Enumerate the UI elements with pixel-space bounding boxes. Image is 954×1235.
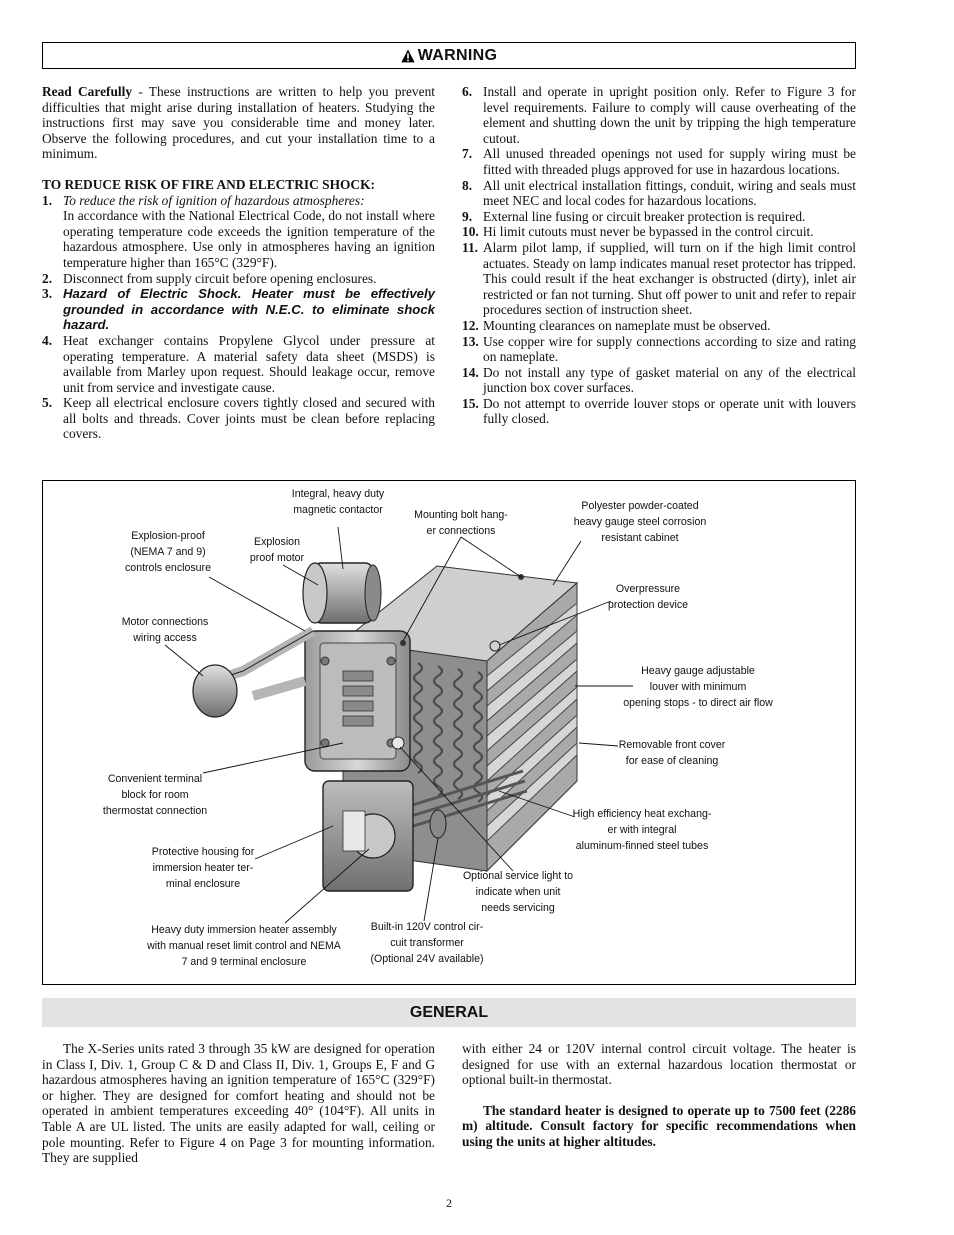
explosion-proof-motor — [303, 563, 381, 623]
warning-title: WARNING — [417, 46, 498, 64]
list-item-11: 11. Alarm pilot lamp, if supplied, will turn on if the high limit control actuates. Steady on lamp indicates manual reset protector has tripped. This could result if the heat exchanger is obstructed (dirty), inlet air restricted or fan not turning. Shut off power to unit and refer to repair procedures section of instruction sheet. — [462, 239, 856, 318]
intro-lead: Read Carefully — [42, 84, 133, 99]
warning-triangle-icon — [401, 49, 415, 63]
general-header — [42, 998, 856, 1027]
list-item-6: 6. Install and operate in upright position only. Refer to Figure 3 for level requirements. Failure to comply will cause overheating of the element and shutting down the unit by tripping the high temperature cutout. — [462, 84, 856, 146]
callout-immersion-assembly: Heavy duty immersion heater assembly with manual reset limit control and NEMA 7 and 9 terminal enclosure — [147, 924, 341, 968]
callout-louver: Heavy gauge adjustable louver with minimum opening stops - to direct air flow — [623, 665, 773, 709]
general-right-paragraph: with either 24 or 120V internal control circuit voltage. The heater is designed for use with an external hazardous location thermostat or optional built-in thermostat. — [462, 1041, 856, 1088]
callout-terminal-block: Convenient terminal block for room thermostat connection — [102, 773, 208, 817]
list-item-8: 8. All unit electrical installation fittings, conduit, wiring and seals must meet NEC and local codes for hazardous locations. — [462, 177, 856, 209]
callout-contactor: Integral, heavy duty magnetic contactor — [291, 488, 385, 516]
list-item-15: 15. Do not attempt to override louver stops or operate unit with louvers fully closed. — [462, 395, 856, 427]
list-item-5: 5. Keep all electrical enclosure covers tightly closed and secured with all bolts and threads. Cover joints must be clean before replacing covers. — [42, 395, 435, 442]
item-1-text: In accordance with the National Electrical Code, do not install where operating temperature code exceeds the ignition temperature of the hazardous atmosphere. Use only in atmospheres having an ignition temperature higher than 165°C (329°F). — [63, 208, 435, 270]
page-number: 2 — [446, 1196, 452, 1210]
list-item-2: 2. Disconnect from supply circuit before opening enclosures. — [42, 270, 377, 286]
callout-protective-housing: Protective housing for immersion heater ter- minal enclosure — [151, 846, 255, 890]
item-1-title: To reduce the risk of ignition of hazardous atmospheres: — [63, 192, 365, 208]
list-item-7: 7. All unused threaded openings not used for supply wiring must be fitted with threaded plugs approved for use in hazardous locations. — [462, 146, 856, 177]
callout-service-light: Optional service light to indicate when unit needs servicing — [462, 870, 574, 914]
list-item-1: 1. To reduce the risk of ignition of hazardous atmospheres: In accordance with the National Electrical Code, do not install where operating temperature code exceeds the ignition temperature of the hazardous atmosphere. Use only in atmospheres having an ignition temperature higher than 165°C (329°F). — [42, 192, 435, 270]
altitude-note: The standard heater is designed to operate up to 7500 feet (2286 m) altitude. Consult factory for specific recommendations when using the units at higher altitudes. — [462, 1102, 856, 1149]
callout-mounting-bolt: Mounting bolt hang- er connections — [414, 509, 508, 537]
general-right-column — [462, 1041, 856, 1150]
list-item-14: 14. Do not install any type of gasket material on any of the electrical junction box cover surfaces. — [462, 364, 856, 396]
list-item-13: 13. Use copper wire for supply connections according to size and rating on nameplate. — [462, 333, 856, 365]
warning-left-column — [42, 84, 435, 442]
list-item-3: 3. Hazard of Electric Shock. Heater must be effectively grounded in accordance with N.E.C. to eliminate shock hazard. — [42, 286, 435, 333]
list-item-4: 4. Heat exchanger contains Propylene Glycol under pressure at operating temperature. A material safety data sheet (MSDS) is available from Marley upon request. Should leakage occur, remove unit from service and investigate cause. — [42, 332, 435, 395]
callout-transformer: Built-in 120V control cir- cuit transformer (Optional 24V available) — [370, 921, 484, 965]
overpressure-device — [490, 641, 500, 651]
intro-text: - These instructions are written to help you prevent difficulties that might arise during installation of heaters. Studying the instructions first may save you considerable time and money later. Observe the following procedures, and cut your installation time to a minimum. — [42, 84, 435, 162]
callout-motor: Explosion proof motor — [249, 536, 305, 564]
callout-front-cover: Removable front cover for ease of cleaning — [618, 739, 726, 767]
general-left-paragraph: The X-Series units rated 3 through 35 kW are designed for operation in Class I, Div. 1, Group C & D and Class II, Div. 1, Groups E, F and G hazardous atmospheres having an ignition temperature of 165°C (329°F) or higher. They are designed for comfort heating and should not be operated in ambient temperatures exceeding 40° (104°F). All units in Table A are UL listed. The units are easily adapted for wall, ceiling or pole mounting. Refer to Figure 4 on Page 3 for mounting information. They are supplied — [42, 1041, 435, 1166]
intro-paragraph — [42, 84, 435, 162]
list-item-10: 10. Hi limit cutouts must never be bypassed in the control circuit. — [462, 224, 814, 240]
callout-cabinet: Polyester powder-coated heavy gauge steel corrosion resistant cabinet — [573, 500, 707, 544]
list-item-12: 12. Mounting clearances on nameplate must be observed. — [462, 317, 771, 333]
heater-figure — [42, 480, 856, 985]
fire-heading: TO REDUCE RISK OF FIRE AND ELECTRIC SHOCK: — [42, 176, 375, 192]
general-title: GENERAL — [409, 1003, 489, 1021]
list-item-9: 9. External line fusing or circuit breaker protection is required. — [462, 208, 806, 224]
warning-right-column — [462, 84, 856, 427]
service-light — [392, 737, 404, 749]
callout-controls-enclosure: Explosion-proof (NEMA 7 and 9) controls enclosure — [125, 530, 211, 574]
callout-heat-exchanger: High efficiency heat exchang- er with integral aluminum-finned steel tubes — [572, 808, 712, 852]
callout-motor-connections: Motor connections wiring access — [121, 616, 209, 644]
callout-overpressure: Overpressure protection device — [607, 583, 689, 611]
warning-header — [42, 42, 856, 69]
